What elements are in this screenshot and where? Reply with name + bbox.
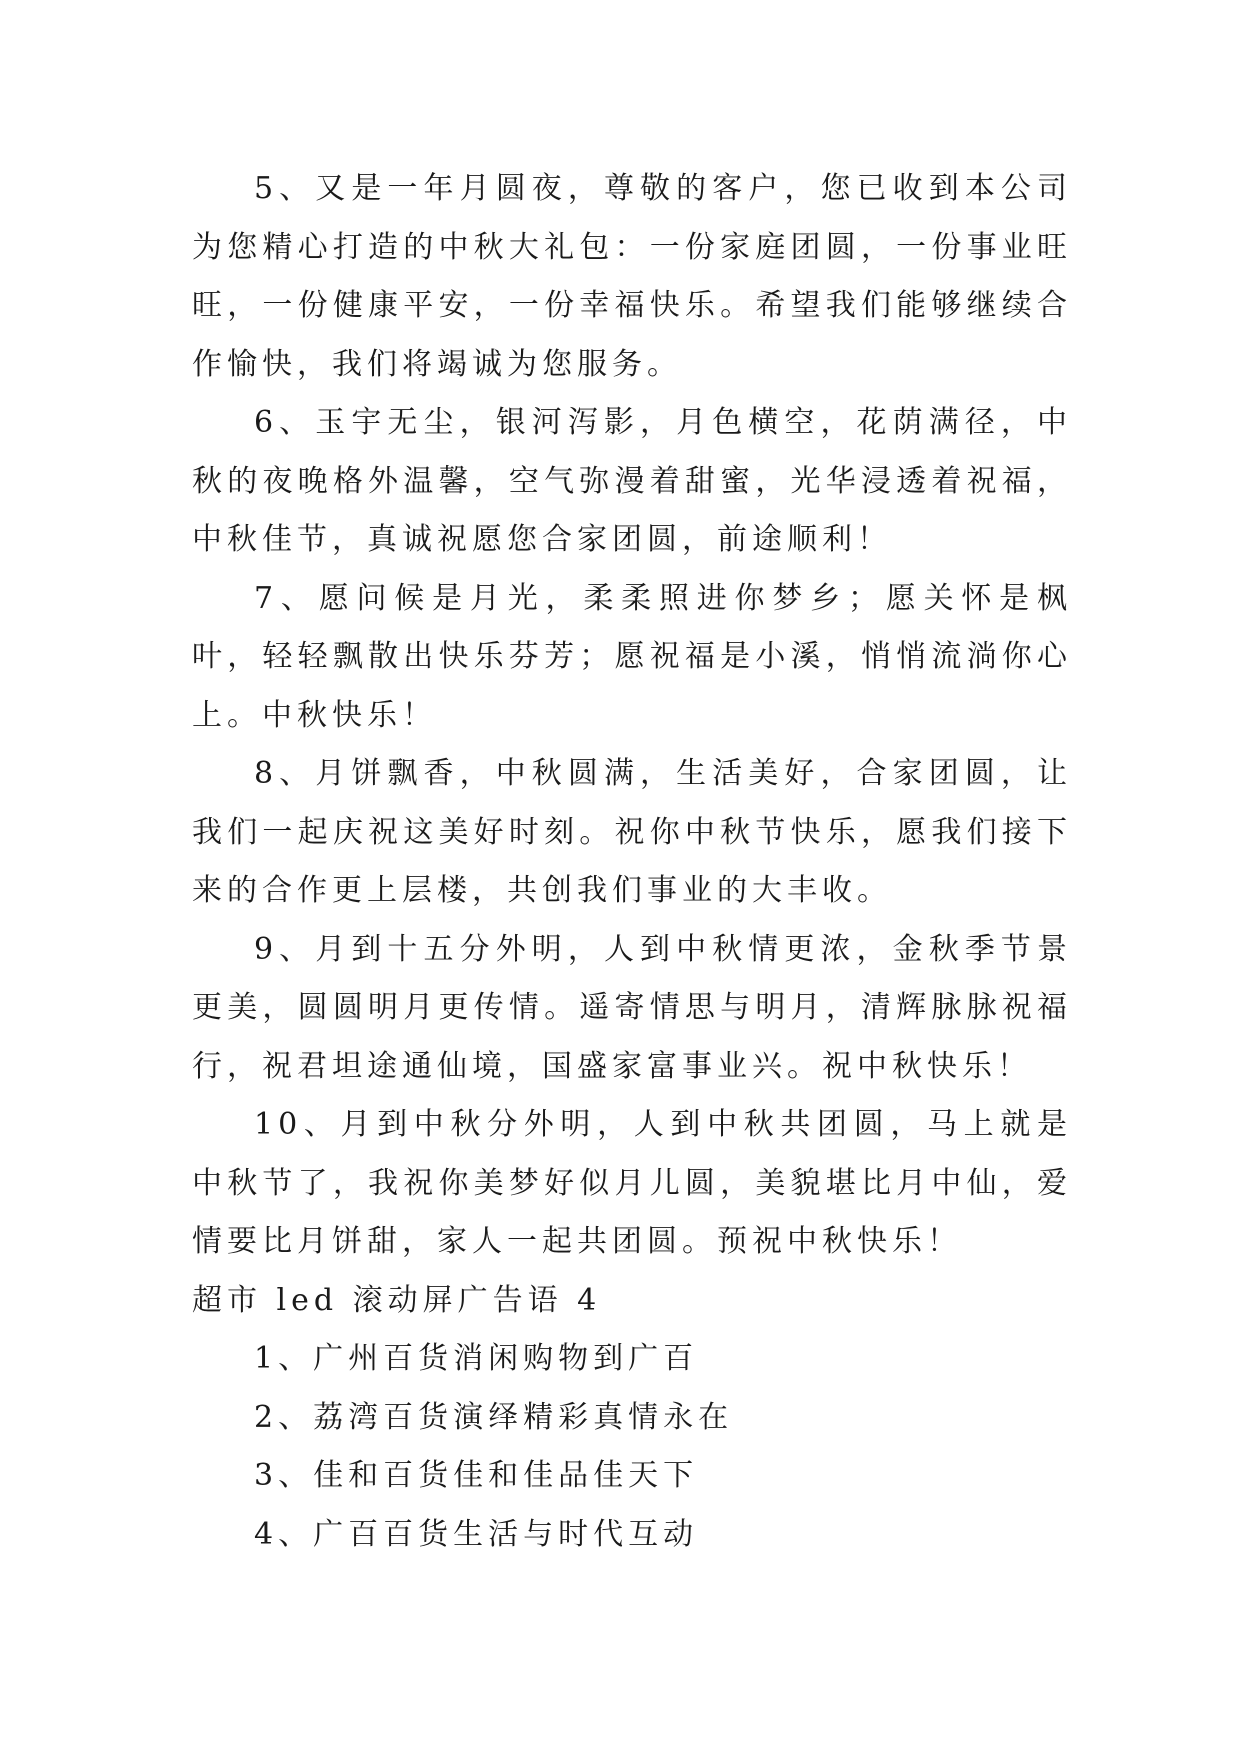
document-body (192, 160, 1072, 1564)
greeting-paragraph-9: 9、月到十五分外明，人到中秋情更浓，金秋季节景更美，圆圆明月更传情。遥寄情思与明月，清辉脉脉祝福行，祝君坦途通仙境，国盛家富事业兴。祝中秋快乐！ (192, 931, 1072, 1084)
slogan-item-3: 3、佳和百货佳和佳品佳天下 (254, 1458, 699, 1493)
greeting-paragraph-10: 10、月到中秋分外明，人到中秋共团圆，马上就是中秋节了，我祝你美梦好似月儿圆，美貌堪比月中仙，爱情要比月饼甜，家人一起共团圆。预祝中秋快乐！ (192, 1107, 1072, 1259)
greeting-paragraph-5: 5、又是一年月圆夜，尊敬的客户，您已收到本公司为您精心打造的中秋大礼包：一份家庭团圆，一份事业旺旺，一份健康平安，一份幸福快乐。希望我们能够继续合作愉快，我们将竭诚为您服务。 (192, 171, 1072, 382)
slogan-item-4: 4、广百百货生活与时代互动 (254, 1516, 699, 1552)
slogan-item-2: 2、荔湾百货演绎精彩真情永在 (254, 1399, 734, 1435)
section-heading: 超市 led 滚动屏广告语 4 (192, 1282, 602, 1318)
greeting-paragraph-8: 8、月饼飘香，中秋圆满，生活美好，合家团圆，让我们一起庆祝这美好时刻。祝你中秋节快乐，愿我们接下来的合作更上层楼，共创我们事业的大丰收。 (192, 756, 1072, 908)
greeting-paragraph-7: 7、愿问候是月光，柔柔照进你梦乡；愿关怀是枫叶，轻轻飘散出快乐芬芳；愿祝福是小溪，悄悄流淌你心上。中秋快乐！ (192, 580, 1072, 733)
greeting-paragraph-6: 6、玉宇无尘，银河泻影，月色横空，花荫满径，中秋的夜晚格外温馨，空气弥漫着甜蜜，光华浸透着祝福，中秋佳节，真诚祝愿您合家团圆，前途顺利！ (192, 405, 1072, 557)
slogan-item-1: 1、广州百货消闲购物到广百 (254, 1341, 699, 1376)
